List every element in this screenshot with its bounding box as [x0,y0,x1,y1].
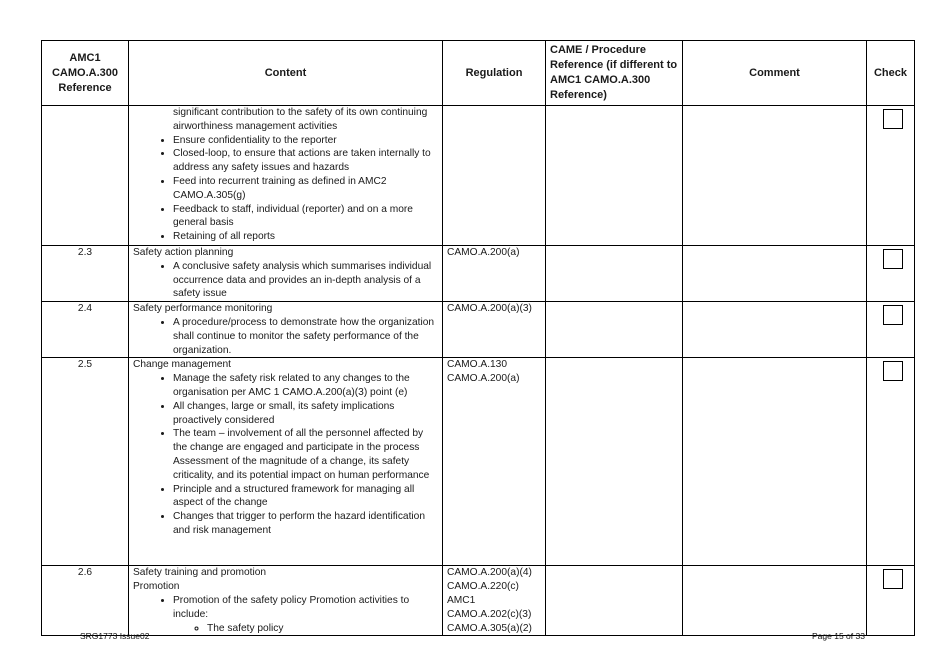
comment-cell[interactable] [683,302,867,358]
checkbox[interactable] [883,305,903,325]
regulation-line: CAMO.A.200(a) [447,373,520,385]
check-cell [867,358,915,566]
checkbox[interactable] [883,361,903,381]
section-title: Safety training and promotion [133,567,267,579]
list-item: • All changes, large or small, its safety implications proactively considered [173,400,438,428]
reference-cell: 2.3 [42,246,129,302]
comment-cell[interactable] [683,246,867,302]
regulation-line: AMC1 [447,594,476,606]
list-item: • The team – involvement of all the personnel affected by the change are engaged and participate in the process Assessment of the magnitude of a change, its safety criticality, and its potential impact on human performance [173,427,438,482]
reference-cell: 2.6 [42,566,129,636]
content-cell [129,358,443,566]
regulation-cell: CAMO.A.200(a) [443,246,546,302]
header-content: Content [129,41,443,106]
content-cell [129,302,443,358]
header-reference: AMC1 CAMO.A.300 Reference [42,41,129,106]
regulation-line: CAMO.A.202(c)(3) [447,608,532,620]
list-item: • Closed-loop, to ensure that actions are taken internally to address any safety issues and hazards [173,147,438,175]
footer-page-number: Page 15 of 33 [812,631,865,641]
sub-list-item: ◦ The safety policy [207,622,438,636]
regulation-line: CAMO.A.130 [447,359,508,371]
content-cell [129,246,443,302]
checkbox[interactable] [883,249,903,269]
regulation-cell [443,358,546,566]
list-item: • Manage the safety risk related to any changes to the organisation per AMC 1 CAMO.A.200(a)(3) point (e) [173,372,438,400]
header-regulation: Regulation [443,41,546,106]
header-row [42,41,915,106]
section-title: Change management [133,359,231,371]
came-reference-cell[interactable] [546,358,683,566]
table-row [42,358,915,566]
header-came-reference: CAME / Procedure Reference (if different to AMC1 CAMO.A.300 Reference) [546,41,683,106]
came-reference-cell[interactable] [546,566,683,636]
list-item: • Principle and a structured framework for managing all aspect of the change [173,483,438,511]
section-title: Safety action planning [133,247,234,258]
table-row [42,566,915,636]
content-cell [129,566,443,636]
came-reference-cell[interactable] [546,106,683,246]
list-item: • Changes that trigger to perform the hazard identification and risk management [173,510,438,538]
regulation-line: CAMO.A.220(c) [447,581,519,593]
came-reference-cell[interactable] [546,302,683,358]
regulation-line: CAMO.A.305(a)(2) [447,622,532,634]
section-subtitle: Promotion [133,581,180,593]
checkbox[interactable] [883,109,903,129]
list-item: • Ensure confidentiality to the reporter [173,134,438,148]
reference-cell: 2.4 [42,302,129,358]
table-row [42,106,915,246]
list-item: • A conclusive safety analysis which summarises individual occurrence data and provides an in-depth analysis of a safety issue [173,260,438,301]
continuation-text: significant contribution to the safety of its own continuing airworthiness management activities [173,107,428,132]
list-item: • Feed into recurrent training as defined in AMC2 CAMO.A.305(g) [173,175,438,203]
check-cell [867,566,915,636]
check-cell [867,246,915,302]
comment-cell[interactable] [683,358,867,566]
list-item: • Promotion of the safety policy Promotion activities to include: [173,594,438,622]
list-item: • Feedback to staff, individual (reporter) and on a more general basis [173,203,438,231]
came-reference-cell[interactable] [546,246,683,302]
reference-cell: 2.5 [42,358,129,566]
content-cell [129,106,443,246]
section-title: Safety performance monitoring [133,303,273,315]
comment-cell[interactable] [683,566,867,636]
list-item: • A procedure/process to demonstrate how the organization shall continue to monitor the safety performance of the organization. [173,316,438,357]
checkbox[interactable] [883,569,903,589]
list-item: • Retaining of all reports [173,230,438,244]
regulation-cell [443,566,546,636]
header-check: Check [867,41,915,106]
check-cell [867,106,915,246]
table-row [42,302,915,358]
reference-cell [42,106,129,246]
regulation-cell: CAMO.A.200(a)(3) [443,302,546,358]
header-comment: Comment [683,41,867,106]
regulation-cell [443,106,546,246]
table-row [42,246,915,302]
regulation-line: CAMO.A.200(a)(4) [447,567,532,579]
check-cell [867,302,915,358]
compliance-checklist-table [41,40,915,636]
footer-document-id: SRG1773 Issue02 [80,631,150,641]
comment-cell[interactable] [683,106,867,246]
